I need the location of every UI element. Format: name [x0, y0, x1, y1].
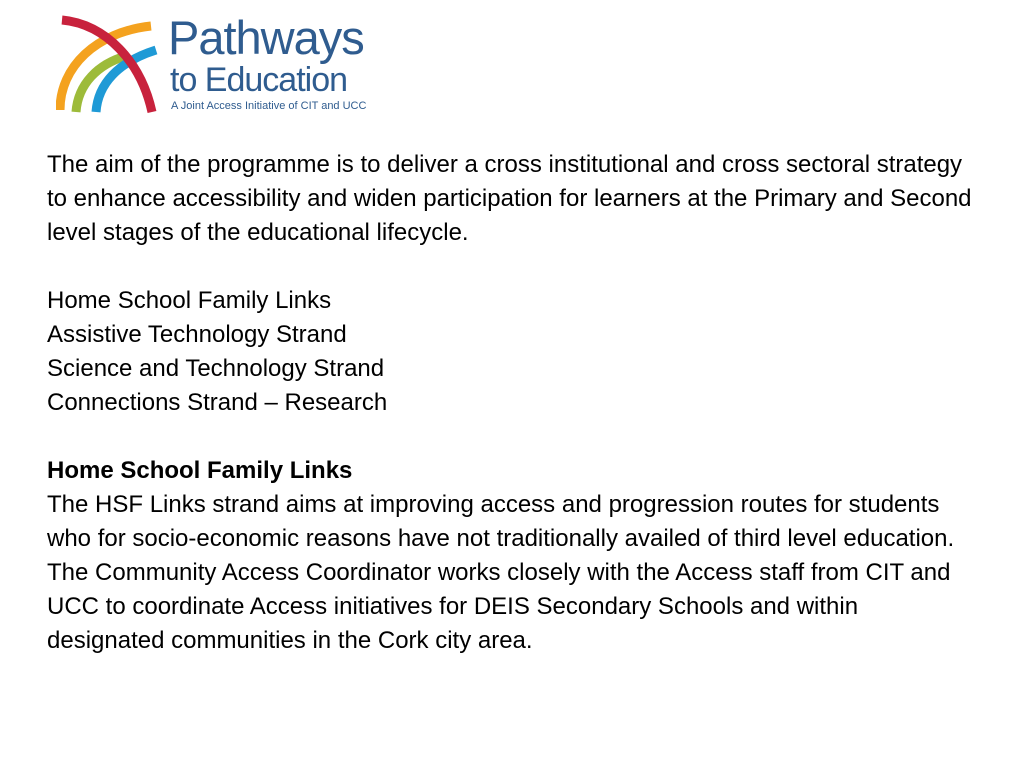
intro-paragraph: The aim of the programme is to deliver a cross institutional and cross sectoral strategy to enhance accessibility and widen participation for learners at the Primary and Second level stages of the educational lifecycle. [47, 151, 972, 246]
logo-tagline: A Joint Access Initiative of CIT and UCC [171, 100, 367, 112]
strand-item: Assistive Technology Strand [47, 321, 347, 348]
logo-title: Pathways [168, 11, 364, 64]
logo-subtitle: to Education [170, 61, 348, 99]
strand-item: Connections Strand – Research [47, 389, 388, 416]
strand-item: Home School Family Links [47, 287, 332, 314]
section-heading: Home School Family Links [47, 457, 353, 484]
strand-item: Science and Technology Strand [47, 355, 385, 382]
pathways-logo [56, 12, 406, 116]
rainbow-arcs-icon [56, 12, 166, 116]
spacer [47, 250, 977, 284]
spacer [47, 420, 977, 454]
slide-body [47, 148, 977, 658]
section-body: The HSF Links strand aims at improving access and progression routes for students who for socio-economic reasons have not traditionally availed of third level education. The Community Access Coordinator works closely with the Access staff from CIT and UCC to coordinate Access initiatives for DEIS Secondary Schools and within designated communities in the Cork city area. [47, 491, 955, 654]
